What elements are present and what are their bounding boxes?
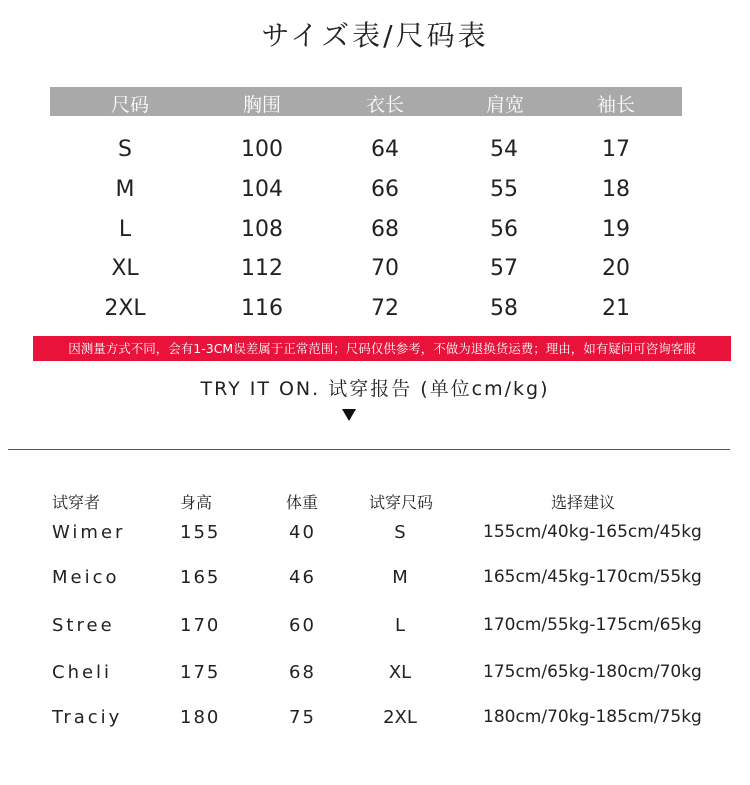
tried-size-cell: 2XL [383, 707, 417, 728]
weight-cell: 68 [289, 662, 316, 683]
height-cell: 180 [180, 707, 221, 728]
header-sleeve: 袖长 [596, 94, 635, 116]
suggestion-cell: 175cm/65kg-180cm/70kg [483, 662, 702, 682]
chest-cell: 112 [241, 256, 283, 281]
tried-size-cell: M [392, 567, 408, 588]
section-divider [8, 449, 730, 450]
height-cell: 175 [180, 662, 221, 683]
measurement-notice-banner: 因测量方式不同，会有1-3CM误差属于正常范围；尺码仅供参考，不做为退换货运费；理由，如有疑问可咨询客服 [33, 336, 731, 361]
sleeve-cell: 20 [602, 256, 630, 281]
shoulder-cell: 57 [490, 256, 518, 281]
shoulder-cell: 58 [490, 296, 518, 321]
sleeve-cell: 18 [602, 177, 630, 202]
height-cell: 165 [180, 567, 221, 588]
try-on-heading: TRY IT ON. 试穿报告 (单位cm/kg) [200, 378, 550, 400]
size-table-header [50, 87, 682, 116]
shoulder-cell: 54 [490, 137, 518, 162]
triangle-down-icon [342, 409, 356, 421]
tried-size-cell: L [394, 615, 406, 636]
fit-row [0, 522, 750, 552]
length-cell: 70 [371, 256, 399, 281]
chest-cell: 108 [241, 217, 283, 242]
height-cell: 170 [180, 615, 221, 636]
tester-name: Cheli [52, 662, 113, 683]
chest-cell: 100 [241, 137, 283, 162]
tried-size-cell: S [394, 522, 406, 543]
sleeve-cell: 19 [602, 217, 630, 242]
header-tester: 试穿者 [52, 493, 101, 512]
fit-row [0, 567, 750, 597]
header-shoulder: 肩宽 [485, 94, 524, 116]
weight-cell: 40 [289, 522, 316, 543]
weight-cell: 60 [289, 615, 316, 636]
tester-name: Stree [52, 615, 115, 636]
header-suggestion: 选择建议 [551, 493, 616, 512]
shoulder-cell: 55 [490, 177, 518, 202]
tester-name: Traciy [52, 707, 123, 728]
weight-cell: 46 [289, 567, 316, 588]
size-cell: L [118, 217, 132, 242]
header-tried-size: 试穿尺码 [369, 493, 434, 512]
fit-row [0, 615, 750, 645]
fit-row [0, 707, 750, 737]
tried-size-cell: XL [388, 662, 412, 683]
size-row [0, 137, 750, 171]
chest-cell: 116 [241, 296, 283, 321]
size-row [0, 177, 750, 211]
size-cell: S [118, 137, 132, 162]
suggestion-cell: 165cm/45kg-170cm/55kg [483, 567, 702, 587]
height-cell: 155 [180, 522, 221, 543]
header-length: 衣长 [365, 94, 404, 116]
tester-name: Wimer [52, 522, 126, 543]
suggestion-cell: 170cm/55kg-175cm/65kg [483, 615, 702, 635]
size-row [0, 296, 750, 330]
size-cell: M [115, 177, 135, 202]
fit-row [0, 662, 750, 692]
length-cell: 66 [371, 177, 399, 202]
length-cell: 64 [371, 137, 399, 162]
header-height: 身高 [180, 493, 213, 512]
length-cell: 72 [371, 296, 399, 321]
sleeve-cell: 17 [602, 137, 630, 162]
page-title: サイズ表/尺码表 [261, 19, 489, 52]
chest-cell: 104 [241, 177, 283, 202]
header-weight: 体重 [286, 493, 319, 512]
header-chest: 胸围 [242, 94, 281, 116]
size-row [0, 217, 750, 251]
length-cell: 68 [371, 217, 399, 242]
suggestion-cell: 155cm/40kg-165cm/45kg [483, 522, 702, 542]
size-cell: XL [111, 256, 139, 281]
suggestion-cell: 180cm/70kg-185cm/75kg [483, 707, 702, 727]
tester-name: Meico [52, 567, 120, 588]
size-row [0, 256, 750, 290]
sleeve-cell: 21 [602, 296, 630, 321]
size-cell: 2XL [104, 296, 146, 321]
header-size: 尺码 [110, 94, 149, 116]
shoulder-cell: 56 [490, 217, 518, 242]
weight-cell: 75 [289, 707, 316, 728]
